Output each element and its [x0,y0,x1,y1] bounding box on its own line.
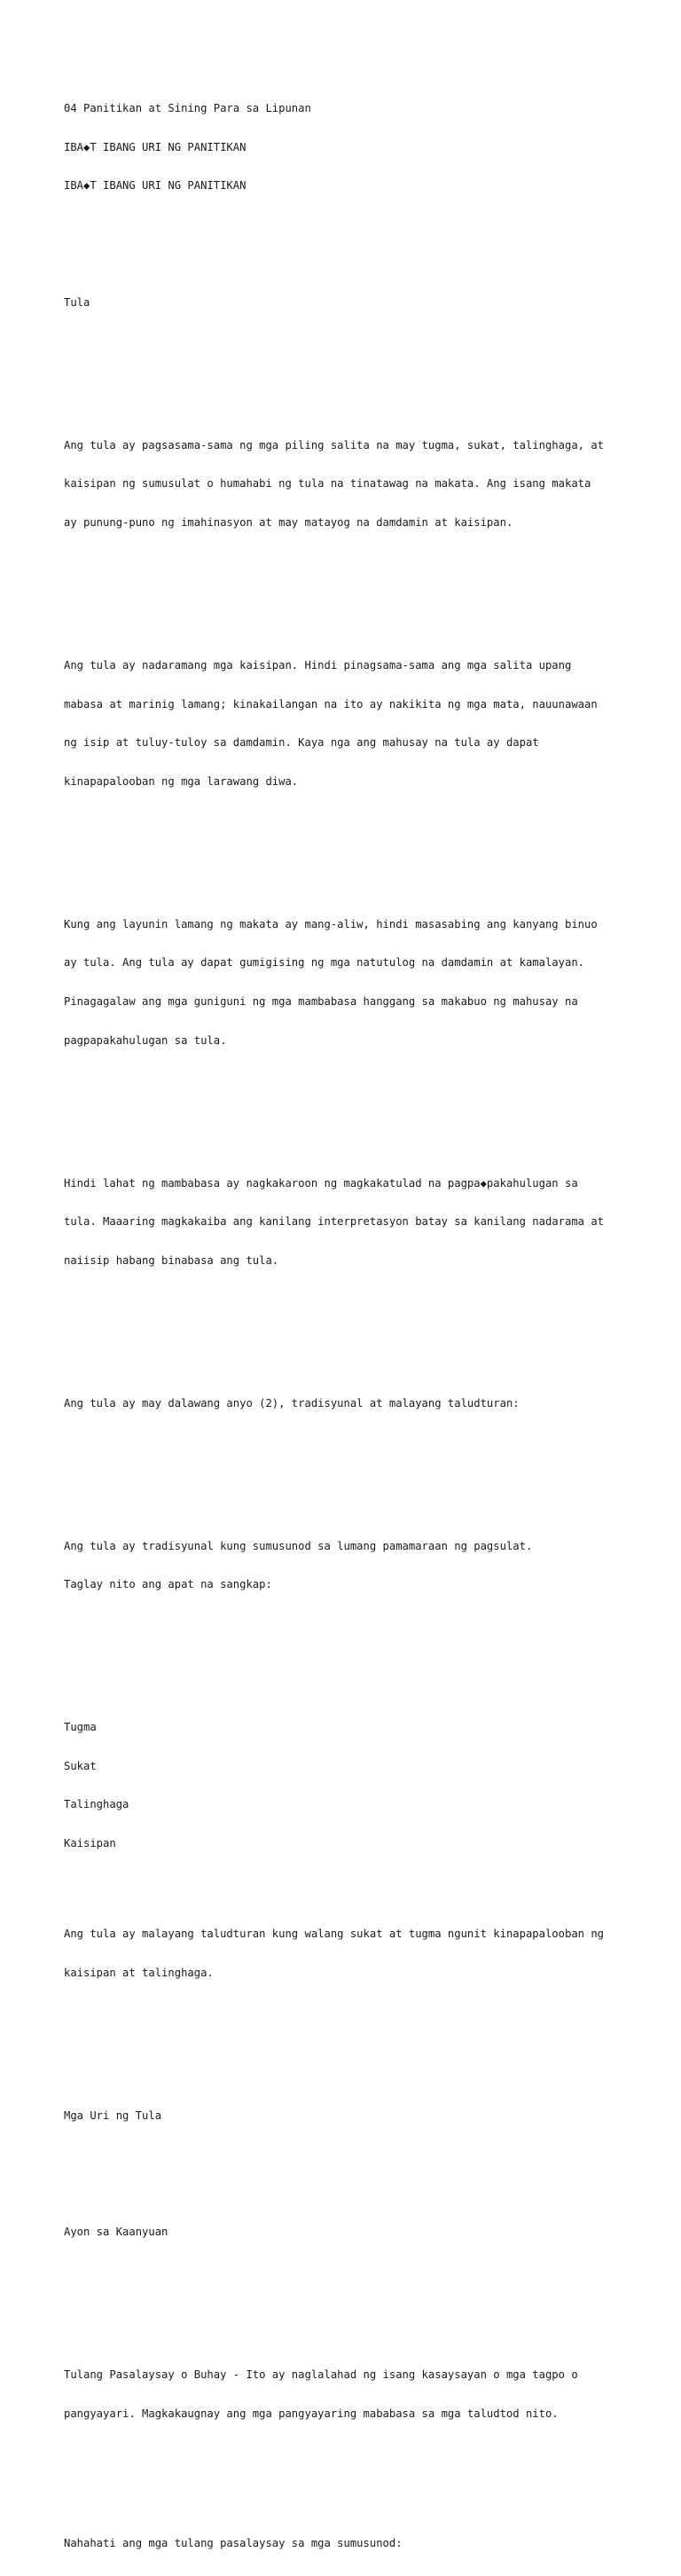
subheading-ayon-sa-kaanyuan: Ayon sa Kaanyuan [64,2226,168,2239]
text-line: ay tula. Ang tula ay dapat gumigising ng mga natutulog na damdamin at kamalayan. [64,956,584,970]
text-line: Taglay nito ang apat na sangkap: [64,1578,272,1591]
text-line: Pinagagalaw ang mga guniguni ng mga mambabasa hanggang sa makabuo ng mahusay na [64,995,578,1009]
list-item: Tugma [64,1720,97,1733]
paragraph-tradisyunal [64,1513,649,1617]
paragraph-interpretasyon [64,1151,649,1293]
paragraph-nadaramang-kaisipan [64,633,649,814]
paragraph-tula-definition [64,412,649,555]
text-line: tula. Maaaring magkakaiba ang kanilang interpretasyon batay sa kanilang nadarama at [64,1215,605,1229]
text-line: kaisipan ng sumusulat o humahabi ng tula na tinatawag na makata. Ang isang makata [64,477,591,491]
text-line: Ang tula ay pagsasama-sama ng mga piling salita na may tugma, sukat, talinghaga, at [64,438,605,452]
text-line: pangyayari. Magkakaugnay ang mga pangyayaring mababasa sa mga taludtod nito. [64,2407,559,2420]
list-item: Sukat [64,1759,97,1772]
text-line: mabasa at marinig lamang; kinakailangan na ito ay nakikita ng mga mata, nauunawaan [64,697,598,711]
heading-mga-uri-ng-tula: Mga Uri ng Tula [64,2109,162,2122]
text-line: ng isip at tuluy-tuloy sa damdamin. Kaya nga ang mahusay na tula ay dapat [64,736,539,750]
text-line: kaisipan at talinghaga. [64,1967,214,1980]
text-line: Kung ang layunin lamang ng makata ay mang-aliw, hindi masasabing ang kanyang binuo [64,917,598,931]
document-subtitle-repeat: IBA◆T IBANG URI NG PANITIKAN [64,179,247,192]
text-line: naiisip habang binabasa ang tula. [64,1254,279,1268]
list-sangkap [64,1695,649,1876]
paragraph-anyo-intro: Ang tula ay may dalawang anyo (2), tradisyunal at malayang taludturan: [64,1396,520,1410]
heading-tula: Tula [64,295,90,309]
text-line: kinapapalooban ng mga larawang diwa. [64,775,299,789]
text-line: Ang tula ay malayang taludturan kung walang sukat at tugma ngunit kinapapalooban ng [64,1928,605,1941]
text-line: pagpapakahulugan sa tula. [64,1033,227,1047]
list-item: Talinghaga [64,1798,129,1811]
text-line: Ang tula ay tradisyunal kung sumusunod sa lumang pamamaraan ng pagsulat. [64,1539,533,1552]
text-line: ay punung-puno ng imahinasyon at may matayog na damdamin at kaisipan. [64,516,513,530]
paragraph-layunin [64,891,649,1072]
list-item: Kaisipan [64,1837,116,1850]
document-page [64,63,649,2576]
paragraph-nahahati: Nahahati ang mga tulang pasalaysay sa mga sumusunod: [64,2536,403,2549]
paragraph-malaya [64,1902,649,2006]
text-line: Ang tula ay nadaramang mga kaisipan. Hindi pinagsama-sama ang mga salita upang [64,658,572,671]
document-subtitle: IBA◆T IBANG URI NG PANITIKAN [64,140,247,153]
document-title: 04 Panitikan at Sining Para sa Lipunan [64,101,311,114]
text-line: Tulang Pasalaysay o Buhay - Ito ay naglalahad ng isang kasaysayan o mga tagpo o [64,2368,578,2382]
paragraph-tulang-pasalaysay [64,2343,649,2446]
text-line: Hindi lahat ng mambabasa ay nagkakaroon ng magkakatulad na pagpa◆pakahulugan sa [64,1176,578,1190]
